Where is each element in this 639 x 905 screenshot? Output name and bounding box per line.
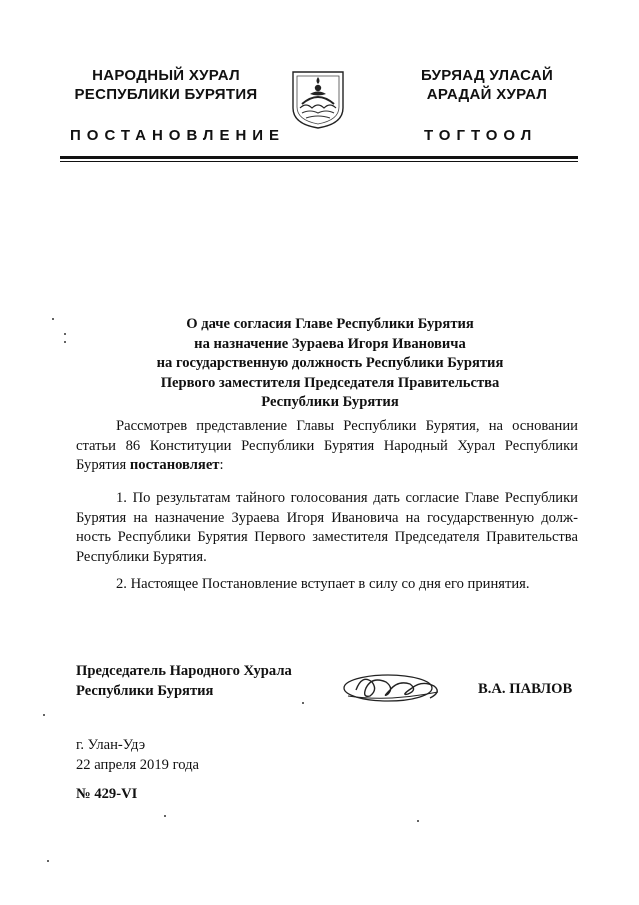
scan-speck [302,702,304,704]
preamble-paragraph [76,417,578,476]
scan-speck [43,714,45,716]
coat-of-arms-icon [290,68,346,130]
document-number: № 429-VI [76,786,138,802]
document-title: О даче согласия Главе Республики Бурятия на назначение Зураева Игоря Ивановича на государственную должность Республики Бурятия Первого заместителя Председателя Правительства Республики Бурятия [156,316,504,410]
left-org-title: НАРОДНЫЙ ХУРАЛ РЕСПУБЛИКИ БУРЯТИЯ [74,67,258,103]
item-1-text: 1. По результатам тайного голосования дать согласие Главе Республики Бурятия на назначение Зураева Игоря Ивановича на государственную должность Республики Бурятия Первого заместителя Председателя Правительства Республики Бурятия. [76,490,578,565]
scan-speck [64,341,66,343]
decree-colon: : [219,457,224,473]
handwritten-signature [338,668,448,708]
right-org-title: БУРЯАД УЛАСАЙ АРАДАЙ ХУРАЛ [420,67,554,103]
item-1-paragraph [76,489,578,567]
scan-speck [417,820,419,822]
right-doc-type: ТОГТООЛ [424,127,538,144]
left-doc-type: ПОСТАНОВЛЕНИЕ [70,127,286,144]
header-rule-thick [60,156,578,159]
signatory-position: Председатель Народного Хурала Республики Бурятия [76,663,292,699]
scan-speck [47,860,49,862]
item-2-paragraph [76,575,578,595]
signatory-name: В.А. ПАВЛОВ [478,681,573,697]
decree-word: постановляет [129,457,220,473]
scan-speck [164,815,166,817]
scan-speck [64,333,66,335]
scan-speck [52,318,54,320]
item-2-text: 2. Настоящее Постановление вступает в силу со дня его принятия. [116,576,530,592]
header-rule-thin [60,161,578,162]
place-and-date: г. Улан-Удэ 22 апреля 2019 года [76,737,199,773]
preamble-text: Рассмотрев представление Главы Республики Бурятия, на основании статьи 86 Конституции Республики Бурятия Народный Хурал Республики Бурятия [76,418,578,473]
